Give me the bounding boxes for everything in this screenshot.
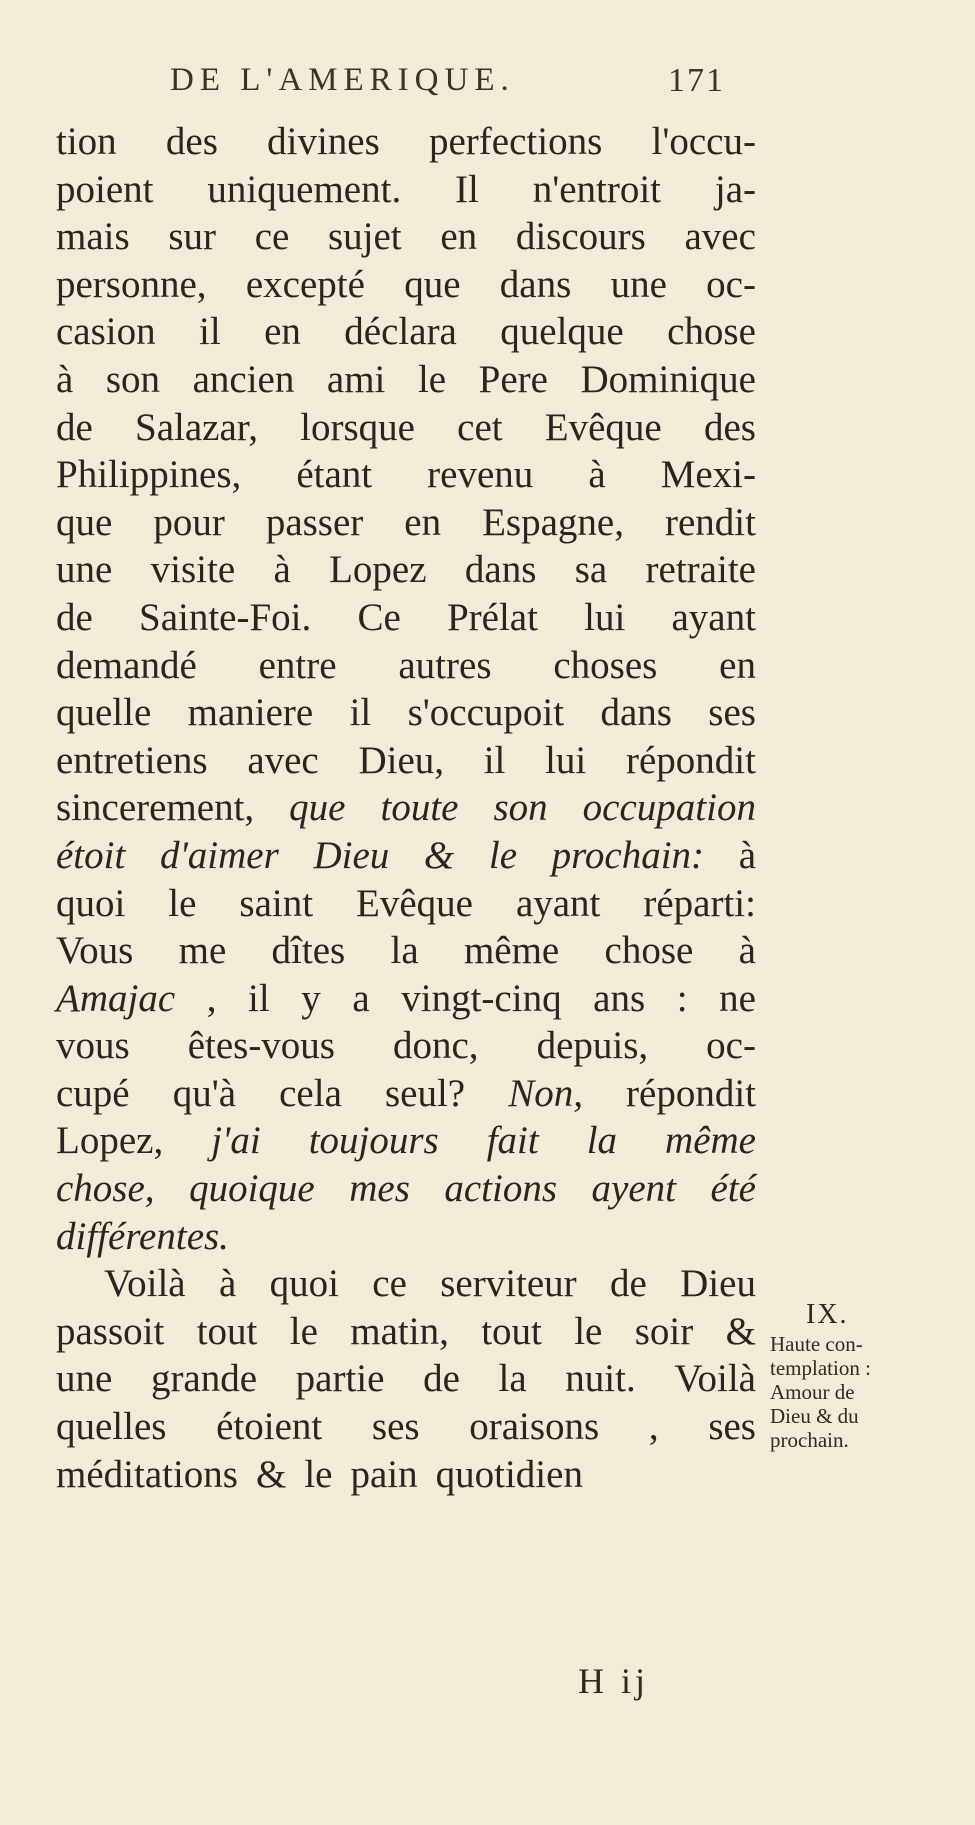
text-word: étoit xyxy=(56,833,126,877)
signature-mark: H ij xyxy=(578,1661,650,1701)
text-word: & xyxy=(725,1309,756,1353)
text-word: son xyxy=(493,786,548,830)
text-line xyxy=(56,1403,756,1451)
text-word: Lopez xyxy=(329,548,427,592)
text-word: en xyxy=(440,215,478,259)
text-word: ja- xyxy=(714,167,756,211)
text-word: Dieu, xyxy=(358,738,445,782)
text-word: Philippines, xyxy=(56,453,242,497)
text-line xyxy=(56,927,756,975)
text-line xyxy=(56,499,756,547)
text-word: ami xyxy=(326,357,386,401)
body-text xyxy=(56,118,756,1498)
text-word: dans xyxy=(464,548,537,592)
text-word: sincerement, xyxy=(56,786,255,830)
text-word: discours xyxy=(515,215,646,259)
text-line xyxy=(56,213,756,261)
text-word: cet xyxy=(457,405,503,449)
text-word: qu'à xyxy=(172,1071,237,1115)
text-word: Dominique xyxy=(580,357,756,401)
text-word: : xyxy=(676,976,688,1020)
text-word: la xyxy=(498,1357,527,1401)
text-word: le xyxy=(304,1452,333,1496)
text-word: Il xyxy=(455,167,479,211)
text-word: divines xyxy=(267,120,380,163)
text-word: passoit xyxy=(56,1309,165,1353)
text-word: pain xyxy=(350,1452,418,1496)
text-word: sa xyxy=(574,548,608,592)
text-word: pour xyxy=(153,500,225,544)
text-word: de xyxy=(423,1357,460,1401)
text-word: répondit xyxy=(626,1071,756,1115)
text-word: différentes. xyxy=(56,1214,229,1258)
text-word: cupé xyxy=(56,1071,130,1115)
text-word: en xyxy=(404,500,442,544)
text-word: perfections xyxy=(429,120,603,163)
text-word: toute xyxy=(380,786,459,830)
text-word: à xyxy=(56,357,74,401)
text-word: dans xyxy=(600,691,672,735)
text-line xyxy=(56,118,756,166)
text-word: ans xyxy=(593,976,646,1020)
text-word: quoi xyxy=(56,881,126,925)
text-word: il xyxy=(248,976,270,1020)
text-word: sur xyxy=(168,215,217,259)
text-line xyxy=(56,642,756,690)
text-word: oc- xyxy=(706,262,756,306)
text-word: saint xyxy=(239,881,314,925)
text-word: quotidien xyxy=(435,1452,583,1496)
text-line xyxy=(56,451,756,499)
text-line xyxy=(56,1451,756,1499)
text-word: Lopez, xyxy=(56,1119,164,1163)
text-word: il xyxy=(483,738,506,782)
text-word: avec xyxy=(247,738,319,782)
text-word: Evêque xyxy=(356,881,473,925)
text-word: soir xyxy=(634,1309,694,1353)
text-line xyxy=(56,404,756,452)
text-word: oc- xyxy=(706,1024,756,1068)
text-word: me xyxy=(178,929,227,973)
text-word: des xyxy=(165,120,218,163)
text-word: Sainte-Foi. xyxy=(139,595,312,639)
text-word: à xyxy=(588,453,606,497)
text-word: tout xyxy=(481,1309,542,1353)
text-word: tout xyxy=(196,1309,258,1353)
text-word: sujet xyxy=(327,215,402,259)
text-word: il xyxy=(349,691,372,735)
text-word: uniquement. xyxy=(207,167,402,211)
margin-note-line: templation : xyxy=(770,1356,871,1380)
text-word: déclara xyxy=(344,310,457,354)
text-word: actions xyxy=(444,1167,558,1211)
text-word: & xyxy=(423,833,455,877)
text-word: que xyxy=(404,262,461,306)
text-word: casion xyxy=(56,310,156,354)
text-word: ayant xyxy=(671,595,756,639)
text-word: de xyxy=(610,1262,647,1306)
text-word: depuis, xyxy=(536,1024,649,1068)
text-word: le xyxy=(168,881,197,925)
text-line xyxy=(56,1308,756,1356)
text-word: des xyxy=(703,405,756,449)
text-line xyxy=(56,308,756,356)
text-word: serviteur xyxy=(440,1262,577,1306)
text-word: le xyxy=(417,357,447,401)
text-word: que xyxy=(56,500,113,544)
text-word: j'ai xyxy=(211,1119,261,1163)
text-line xyxy=(56,975,756,1023)
text-word: Non, xyxy=(508,1071,583,1115)
text-word: Voilà xyxy=(104,1262,186,1306)
text-word: que xyxy=(289,786,346,830)
text-line xyxy=(56,356,756,404)
text-word: passer xyxy=(265,500,364,544)
text-word: de xyxy=(56,405,93,449)
text-word: mes xyxy=(349,1167,410,1211)
text-word: donc, xyxy=(393,1024,479,1068)
text-word: à xyxy=(218,1262,237,1306)
text-word: ses xyxy=(371,1405,420,1449)
text-word: ses xyxy=(708,691,756,735)
text-word: demandé xyxy=(56,643,197,687)
text-word: s'occupoit xyxy=(407,691,565,735)
text-word: entre xyxy=(258,643,337,687)
text-word: lui xyxy=(545,738,587,782)
text-word: ancien xyxy=(192,357,295,401)
text-word: toujours xyxy=(308,1119,439,1163)
text-word: excepté xyxy=(245,262,365,306)
text-word: entretiens xyxy=(56,738,208,782)
text-word: occupation xyxy=(582,786,756,830)
text-line xyxy=(56,1260,756,1308)
text-word: la xyxy=(586,1119,618,1163)
text-word: a xyxy=(352,976,370,1020)
text-word: quoi xyxy=(269,1262,339,1306)
text-word: tion xyxy=(56,120,117,163)
text-line xyxy=(56,1022,756,1070)
text-word: une xyxy=(610,262,667,306)
text-word: grande xyxy=(150,1357,258,1401)
text-word: chose xyxy=(667,310,756,354)
text-word: Amajac xyxy=(56,976,176,1020)
text-word: à xyxy=(738,929,756,973)
text-word: d'aimer xyxy=(159,833,279,877)
page-number: 171 xyxy=(668,62,725,99)
text-word: Evêque xyxy=(544,405,662,449)
text-word: , xyxy=(206,976,217,1020)
text-line xyxy=(56,1070,756,1118)
text-word: dîtes xyxy=(271,929,346,973)
text-word: quelle xyxy=(56,691,152,735)
text-word: une xyxy=(56,548,113,592)
text-word: seul? xyxy=(384,1071,466,1115)
text-word: ayant xyxy=(515,881,601,925)
text-word: en xyxy=(719,643,756,687)
text-line xyxy=(56,689,756,737)
text-line xyxy=(56,832,756,880)
text-line xyxy=(56,784,756,832)
text-word: prochain: xyxy=(551,833,705,877)
text-word: lorsque xyxy=(300,405,415,449)
text-line xyxy=(56,261,756,309)
text-word: à xyxy=(273,548,291,592)
text-word: le xyxy=(574,1309,603,1353)
text-word: choses xyxy=(553,643,658,687)
text-word: Mexi- xyxy=(660,453,756,497)
text-word: Prélat xyxy=(446,595,538,639)
text-word: l'occu- xyxy=(651,120,756,163)
text-word: n'entroit xyxy=(532,167,662,211)
text-word: chose, xyxy=(56,1167,155,1211)
margin-note xyxy=(770,1298,970,1452)
text-word: nuit. xyxy=(565,1357,636,1401)
text-word: partie xyxy=(295,1357,385,1401)
text-word: en xyxy=(264,310,301,354)
text-word: autres xyxy=(398,643,492,687)
text-word: poient xyxy=(56,167,154,211)
text-word: ses xyxy=(708,1405,756,1449)
margin-note-line: Dieu & du xyxy=(770,1404,859,1428)
text-line xyxy=(56,737,756,785)
text-word: le xyxy=(488,833,518,877)
text-word: le xyxy=(289,1309,318,1353)
text-word: même xyxy=(463,929,560,973)
text-word: même xyxy=(665,1119,756,1163)
text-word: rendit xyxy=(664,500,756,544)
text-word: Vous xyxy=(56,929,134,973)
text-word: une xyxy=(56,1357,113,1401)
text-word: Pere xyxy=(478,357,548,401)
text-word: Salazar, xyxy=(135,405,258,449)
text-word: maniere xyxy=(187,691,314,735)
text-word: êtes-vous xyxy=(187,1024,335,1068)
text-word: répondit xyxy=(625,738,756,782)
text-word: chose xyxy=(604,929,694,973)
text-line xyxy=(56,166,756,214)
text-line xyxy=(56,546,756,594)
text-word: matin, xyxy=(350,1309,449,1353)
text-word: la xyxy=(390,929,419,973)
margin-note-line: Haute con- xyxy=(770,1332,863,1356)
text-word: ayent xyxy=(591,1167,677,1211)
margin-note-line: prochain. xyxy=(770,1428,849,1452)
text-word: quoique xyxy=(189,1167,315,1211)
text-word: dans xyxy=(499,262,572,306)
text-line xyxy=(56,1165,756,1213)
text-word: retraite xyxy=(645,548,756,592)
margin-note-line: Amour de xyxy=(770,1380,855,1404)
margin-note-number: IX. xyxy=(806,1299,849,1330)
text-word: vous xyxy=(56,1024,130,1068)
text-word: Espagne, xyxy=(482,500,624,544)
text-word: réparti: xyxy=(643,881,756,925)
text-word: personne, xyxy=(56,262,207,306)
text-word: revenu xyxy=(427,453,534,497)
text-line xyxy=(56,1213,756,1261)
running-head: DE L'AMERIQUE. xyxy=(170,62,515,98)
text-word: lui xyxy=(584,595,626,639)
text-word: étoient xyxy=(216,1405,323,1449)
text-word: mais xyxy=(56,215,130,259)
text-line xyxy=(56,1355,756,1403)
text-word: étant xyxy=(296,453,373,497)
text-word: Dieu xyxy=(313,833,390,877)
text-word: été xyxy=(710,1167,756,1211)
text-word: vingt-cinq xyxy=(401,976,562,1020)
text-word: y xyxy=(301,976,321,1020)
text-line xyxy=(56,594,756,642)
text-word: Voilà xyxy=(674,1357,756,1401)
text-word: , xyxy=(648,1405,659,1449)
text-line xyxy=(56,1117,756,1165)
text-word: son xyxy=(105,357,161,401)
text-word: de xyxy=(56,595,93,639)
text-line xyxy=(56,880,756,928)
text-word: & xyxy=(255,1452,287,1496)
text-word: avec xyxy=(684,215,756,259)
text-word: il xyxy=(199,310,221,354)
text-word: quelque xyxy=(500,310,624,354)
text-word: fait xyxy=(486,1119,539,1163)
text-word: ce xyxy=(254,215,290,259)
text-word: Dieu xyxy=(680,1262,756,1306)
text-word: à xyxy=(738,833,756,877)
text-word: visite xyxy=(150,548,236,592)
text-word: méditations xyxy=(56,1452,238,1496)
text-word: quelles xyxy=(56,1405,167,1449)
text-word: ne xyxy=(719,976,756,1020)
text-word: Ce xyxy=(357,595,401,639)
text-word: ce xyxy=(372,1262,407,1306)
text-word: oraisons xyxy=(469,1405,600,1449)
text-word: cela xyxy=(279,1071,342,1115)
